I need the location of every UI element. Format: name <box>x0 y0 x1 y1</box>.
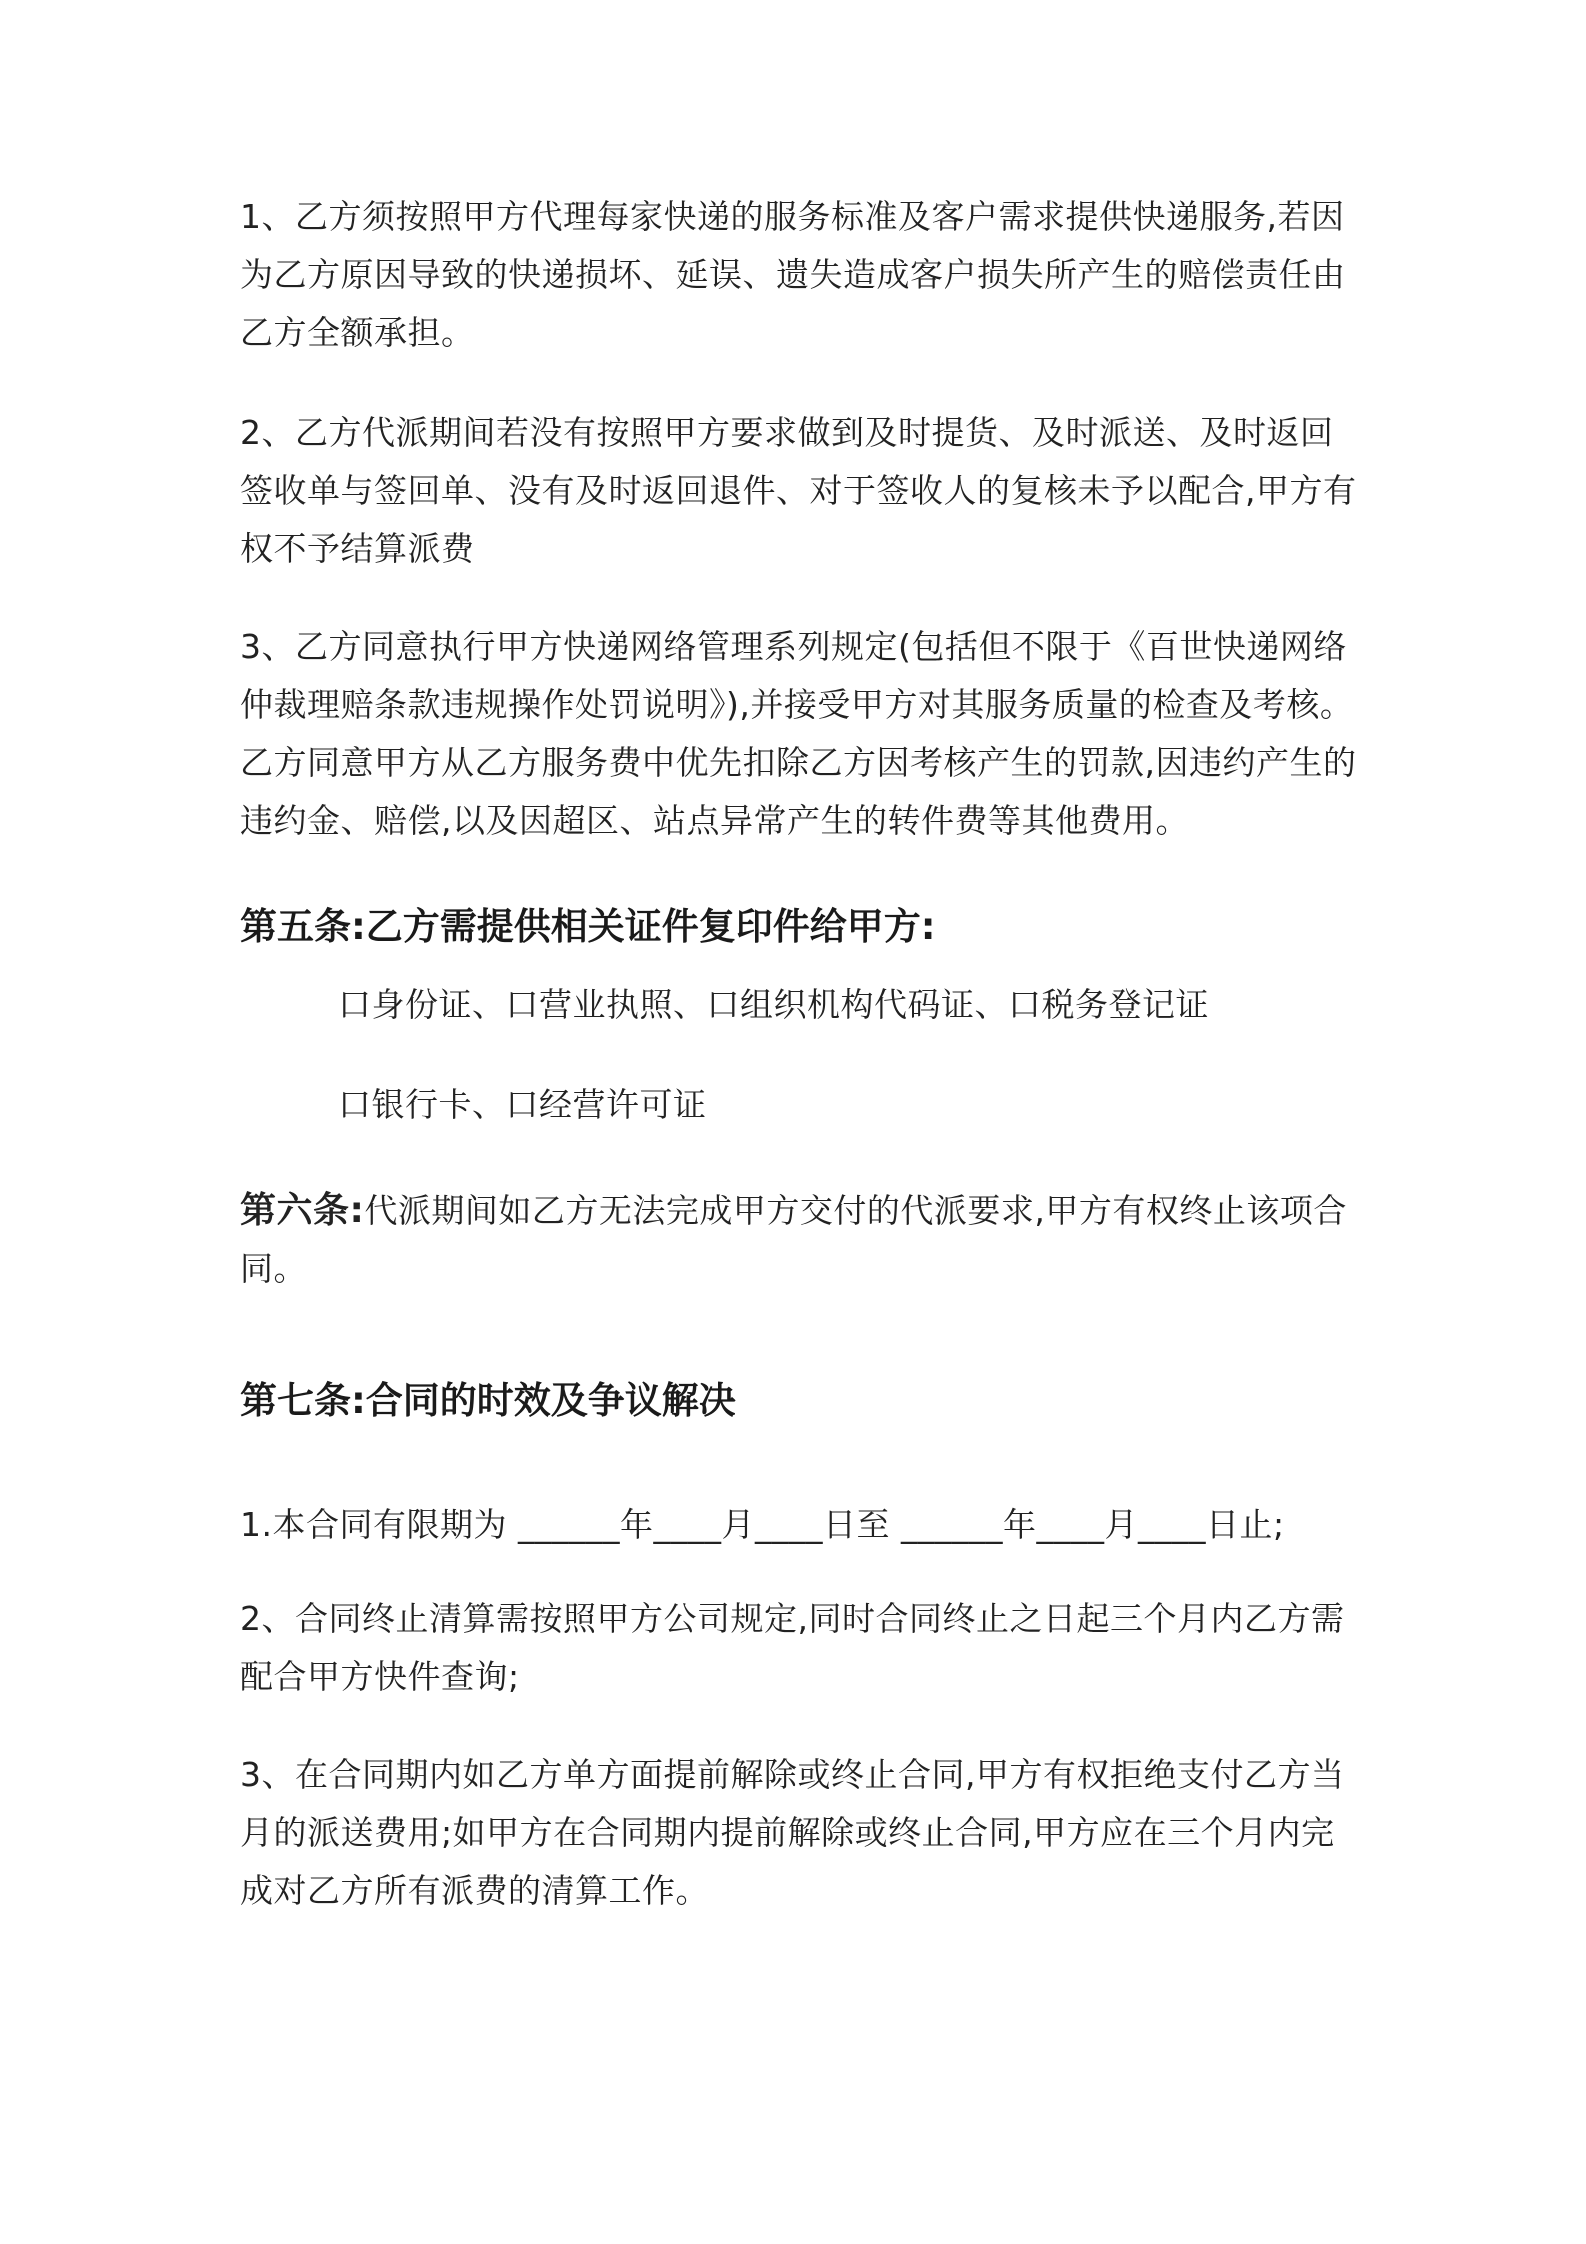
clause5-checklist-line-1: 口身份证、口营业执照、口组织机构代码证、口税务登记证 <box>338 985 1209 1024</box>
clause4-item-1: 1、乙方须按照甲方代理每家快递的服务标准及客户需求提供快递服务,若因为乙方原因导致的快递损坏、延误、遗失造成客户损失所产生的赔偿责任由乙方全额承担。 <box>240 197 1346 352</box>
clause6-paragraph <box>240 1182 1360 1298</box>
clause5-heading: 第五条:乙方需提供相关证件复印件给甲方: <box>240 905 936 948</box>
clause7-item-3: 3、在合同期内如乙方单方面提前解除或终止合同,甲方有权拒绝支付乙方当月的派送费用;如甲方在合同期内提前解除或终止合同,甲方应在三个月内完成对乙方所有派费的清算工作。 <box>240 1755 1345 1910</box>
clause7-heading: 第七条:合同的时效及争议解决 <box>240 1379 736 1422</box>
clause7-item-2: 2、合同终止清算需按照甲方公司规定,同时合同终止之日起三个月内乙方需配合甲方快件查询; <box>240 1599 1345 1696</box>
clause4-item-2: 2、乙方代派期间若没有按照甲方要求做到及时提货、及时派送、及时返回签收单与签回单、没有及时返回退件、对于签收人的复核未予以配合,甲方有权不予结算派费 <box>240 413 1357 568</box>
clause6-text: 代派期间如乙方无法完成甲方交付的代派要求,甲方有权终止该项合同。 <box>240 1191 1347 1288</box>
clause5-checklist-line-2: 口银行卡、口经营许可证 <box>338 1085 707 1124</box>
clause6-heading: 第六条: <box>240 1190 365 1231</box>
clause4-item-3: 3、乙方同意执行甲方快递网络管理系列规定(包括但不限于《百世快递网络仲裁理赔条款违规操作处罚说明》),并接受甲方对其服务质量的检查及考核。乙方同意甲方从乙方服务费中优先扣除乙方因考核产生的罚款,因违约产生的违约金、赔偿,以及因超区、站点异常产生的转件费等其他费用。 <box>240 627 1357 840</box>
clause7-item-1: 1.本合同有限期为 ______年____月____日至 ______年____月____日止; <box>240 1505 1285 1544</box>
